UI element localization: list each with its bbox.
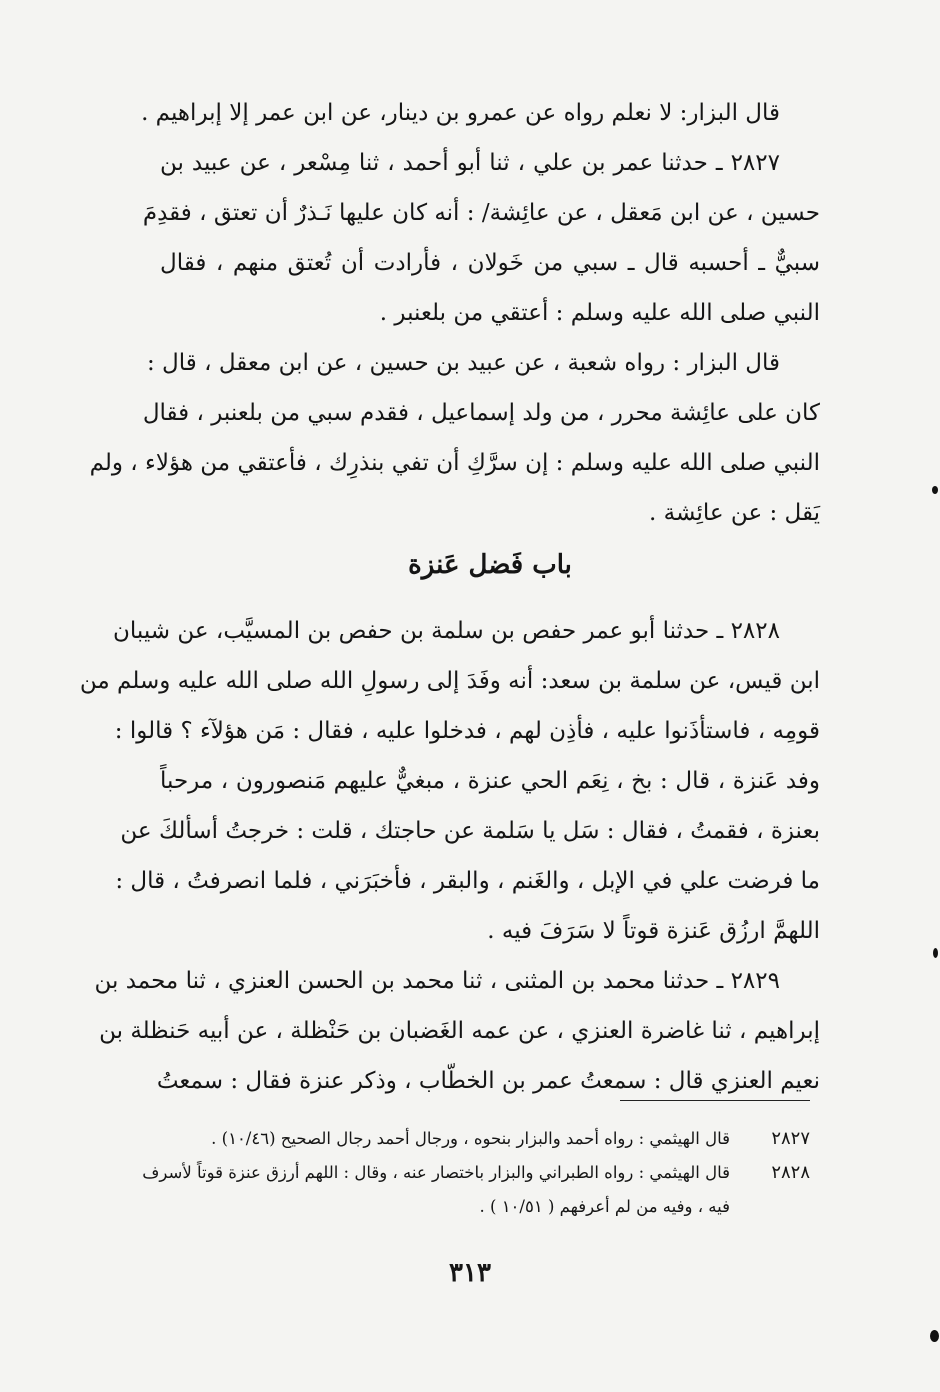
hadith-2828-start: ٢٨٢٨ ـ حدثنا أبو عمر حفص بن سلمة بن حفص بن المسيَّب، عن شيبان xyxy=(113,618,780,644)
scan-speck xyxy=(930,1330,939,1342)
text-line: قال البزار: لا نعلم رواه عن عمرو بن دينار، عن ابن عمر إلا إبراهيم . xyxy=(141,100,780,126)
footnote-text: قال الهيثمي : رواه الطبراني والبزار باختصار عنه ، وقال : اللهم أرزق عنزة قوتاً لأسرف xyxy=(142,1163,730,1182)
text-line: كان على عائِشة محرر ، من ولد إسماعيل ، فقدم سبي من بلعنبر ، فقال xyxy=(142,400,820,426)
hadith-2829-start: ٢٨٢٩ ـ حدثنا محمد بن المثنى ، ثنا محمد بن الحسن العنزي ، ثنا محمد بن xyxy=(94,968,780,994)
scan-speck xyxy=(932,486,938,494)
text-line: نعيم العنزي قال : سمعتُ عمر بن الخطّاب ، وذكر عنزة فقال : سمعتُ xyxy=(156,1068,820,1094)
footnote-number: ٢٨٢٨ xyxy=(771,1162,810,1183)
chapter-heading: باب فَضل عَنزة xyxy=(408,550,572,580)
page-number: ٣١٣ xyxy=(449,1258,491,1288)
footnotes xyxy=(142,1122,820,1224)
text-line: حسين ، عن ابن مَعقل ، عن عائِشة/ : أنه كان عليها نَـذرٌ أن تعتق ، فقدِمَ xyxy=(142,200,820,226)
footnote-2827 xyxy=(160,1122,820,1156)
text-line: إبراهيم ، ثنا غاضرة العنزي ، عن عمه الغَضبان بن حَنْظلة ، عن أبيه حَنظلة بن xyxy=(99,1018,820,1044)
footnote-divider xyxy=(620,1100,810,1101)
main-text-top xyxy=(89,88,820,538)
scan-speck xyxy=(933,948,938,958)
text-line: اللهمَّ ارزُق عَنزة قوتاً لا سَرَفَ فيه . xyxy=(487,918,820,944)
text-line: النبي صلى الله عليه وسلم : أعتقي من بلعنبر . xyxy=(379,300,820,326)
text-line: سبيٌّ ـ أحسبه قال ـ سبي من خَولان ، فأرادت أن تُعتق منهم ، فقال xyxy=(160,250,820,276)
text-line: يَقل : عن عائِشة . xyxy=(649,500,820,526)
footnote-text: قال الهيثمي : رواه أحمد والبزار بنحوه ، ورجال أحمد رجال الصحيح (١٠/٤٦) . xyxy=(211,1129,730,1148)
main-text-bottom xyxy=(79,606,820,1106)
text-line: ما فرضت علي في الإبل ، والغَنم ، والبقر ، فأخبَرَني ، فلما انصرفتُ ، قال : xyxy=(115,868,820,894)
footnote-2828-continuation: فيه ، وفيه من لم أعرفهم ( ١٠/٥١ ) . xyxy=(479,1197,730,1216)
text-line: وفد عَنزة ، قال : بخ ، نِعَم الحي عنزة ، مبغيٌّ عليهم مَنصورون ، مرحباً xyxy=(160,768,820,794)
hadith-2827-start: ٢٨٢٧ ـ حدثنا عمر بن علي ، ثنا أبو أحمد ، ثنا مِسْعر ، عن عبيد بن xyxy=(160,150,780,176)
text-line: ابن قيس، عن سلمة بن سعد: أنه وفَدَ إلى رسولِ الله صلى الله عليه وسلم من xyxy=(79,668,820,694)
text-line: قال البزار : رواه شعبة ، عن عبيد بن حسين ، عن ابن معقل ، قال : xyxy=(147,350,780,376)
footnote-number: ٢٨٢٧ xyxy=(771,1128,810,1149)
text-line: قومِه ، فاستأذَنوا عليه ، فأذِن لهم ، فدخلوا عليه ، فقال : مَن هؤلآء ؟ قالوا : xyxy=(114,718,820,744)
text-line: النبي صلى الله عليه وسلم : إن سرَّكِ أن تفي بنذرِك ، فأعتقي من هؤلاء ، ولم xyxy=(89,450,820,476)
text-line: بعنزة ، فقمتُ ، فقال : سَل يا سَلمة عن حاجتك ، قلت : خرجتُ أسألكَ عن xyxy=(120,818,820,844)
footnote-2828 xyxy=(142,1156,820,1190)
